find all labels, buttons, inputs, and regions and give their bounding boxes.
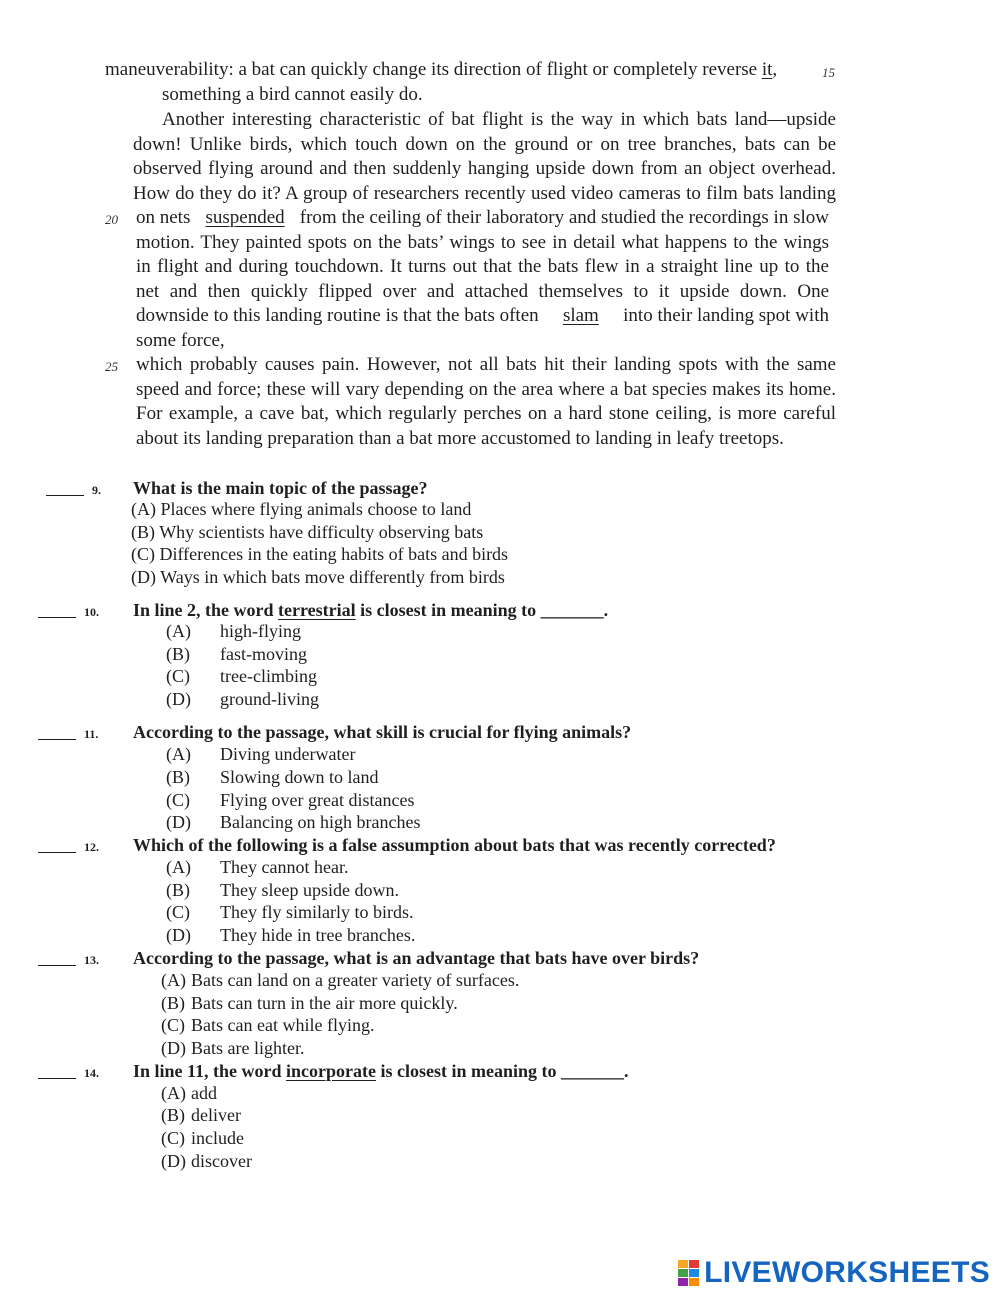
q14-option-a[interactable]: (A) add [161, 1083, 217, 1103]
underlined-word-it: it [761, 59, 773, 80]
q10-option-b[interactable]: (B) fast-moving [166, 644, 307, 664]
q10-option-c[interactable]: (C) tree-climbing [166, 666, 317, 686]
q14-option-c[interactable]: (C) include [161, 1128, 244, 1148]
answer-blank-q9[interactable]: 9. [46, 481, 101, 499]
q13-option-a[interactable]: (A) Bats can land on a greater variety of surfaces. [161, 970, 520, 990]
answer-blank-q10[interactable]: 10. [38, 603, 99, 621]
underlined-word-terrestrial: terrestrial [278, 600, 356, 620]
question-9: What is the main topic of the passage? [133, 478, 428, 498]
q14-option-d[interactable]: (D) discover [161, 1151, 252, 1171]
passage-line-11: downside to this landing routine is that the bats often slam into their landing spot with [136, 305, 829, 326]
question-14: In line 11, the word incorporate is closest in meaning to _______. [133, 1061, 629, 1081]
passage-line-16: about its landing preparation than a bat more accustomed to landing in leafy treetops. [136, 428, 784, 449]
line-number-15: 15 [822, 65, 835, 80]
line-number-20: 20 [105, 212, 118, 227]
answer-blank-q14[interactable]: 14. [38, 1064, 99, 1082]
question-10: In line 2, the word terrestrial is closest in meaning to _______. [133, 600, 609, 620]
passage-line-9: in flight and during touchdown. It turns out that the bats flew in a straight line up to the [136, 256, 829, 277]
q12-option-d[interactable]: (D) They hide in tree branches. [166, 925, 416, 945]
q13-option-c[interactable]: (C) Bats can eat while flying. [161, 1015, 375, 1035]
question-12: Which of the following is a false assumption about bats that was recently corrected? [133, 835, 776, 855]
passage-line-6: How do they do it? A group of researchers recently used video cameras to film bats landing [133, 183, 836, 204]
passage-line-2: something a bird cannot easily do. [162, 84, 423, 105]
passage-line-15: For example, a cave bat, which regularly perches on a hard stone ceiling, is more careful [136, 403, 836, 424]
line-number-25: 25 [105, 359, 118, 374]
q9-option-a[interactable]: (A) Places where flying animals choose to land [131, 499, 472, 519]
q11-option-a[interactable]: (A) Diving underwater [166, 744, 356, 764]
answer-blank-q11[interactable]: 11. [38, 725, 98, 743]
underlined-word-suspended: suspended [205, 207, 285, 228]
passage-line-5: observed flying around and then suddenly hanging upside down from an object overhead. [133, 158, 836, 179]
passage-line-14: speed and force; these will vary depending on the area where a bat species makes its home. [136, 379, 836, 400]
q9-option-b[interactable]: (B) Why scientists have difficulty observing bats [131, 522, 484, 542]
q11-option-d[interactable]: (D) Balancing on high branches [166, 812, 421, 832]
liveworksheets-blocks-icon [678, 1260, 700, 1286]
liveworksheets-text: LIVEWORKSHEETS [704, 1256, 990, 1289]
passage-line-4: down! Unlike birds, which touch down on the ground or on tree branches, bats can be [133, 134, 836, 155]
underlined-word-slam: slam [562, 305, 599, 326]
q14-option-b[interactable]: (B) deliver [161, 1105, 241, 1125]
q11-option-b[interactable]: (B) Slowing down to land [166, 767, 379, 787]
liveworksheets-logo [678, 1257, 990, 1289]
underlined-word-incorporate: incorporate [286, 1061, 377, 1081]
question-11: According to the passage, what skill is crucial for flying animals? [133, 722, 632, 742]
question-13: According to the passage, what is an advantage that bats have over birds? [133, 948, 700, 968]
passage-line-10: net and then quickly flipped over and attached themselves to it upside down. One [136, 281, 829, 302]
q9-option-d[interactable]: (D) Ways in which bats move differently from birds [131, 567, 505, 587]
passage-line-12: some force, [136, 330, 225, 351]
q10-option-a[interactable]: (A) high-flying [166, 621, 301, 641]
answer-blank-q13[interactable]: 13. [38, 951, 99, 969]
passage-line-1: maneuverability: a bat can quickly change its direction of flight or completely reverse it, [105, 59, 778, 80]
answer-blank-q12[interactable]: 12. [38, 838, 99, 856]
q11-option-c[interactable]: (C) Flying over great distances [166, 790, 415, 810]
q12-option-c[interactable]: (C) They fly similarly to birds. [166, 902, 414, 922]
passage-line-3: Another interesting characteristic of bat flight is the way in which bats land—upside [162, 109, 836, 130]
passage-line-8: motion. They painted spots on the bats’ wings to see in detail what happens to the wings [136, 232, 829, 253]
q13-option-d[interactable]: (D) Bats are lighter. [161, 1038, 305, 1058]
q13-option-b[interactable]: (B) Bats can turn in the air more quickly. [161, 993, 458, 1013]
passage-line-13: which probably causes pain. However, not all bats hit their landing spots with the same [136, 354, 836, 375]
q12-option-a[interactable]: (A) They cannot hear. [166, 857, 349, 877]
q12-option-b[interactable]: (B) They sleep upside down. [166, 880, 399, 900]
q10-option-d[interactable]: (D) ground-living [166, 689, 319, 709]
passage-line-7: on nets suspended from the ceiling of their laboratory and studied the recordings in slow [136, 207, 829, 228]
q9-option-c[interactable]: (C) Differences in the eating habits of bats and birds [131, 544, 509, 564]
